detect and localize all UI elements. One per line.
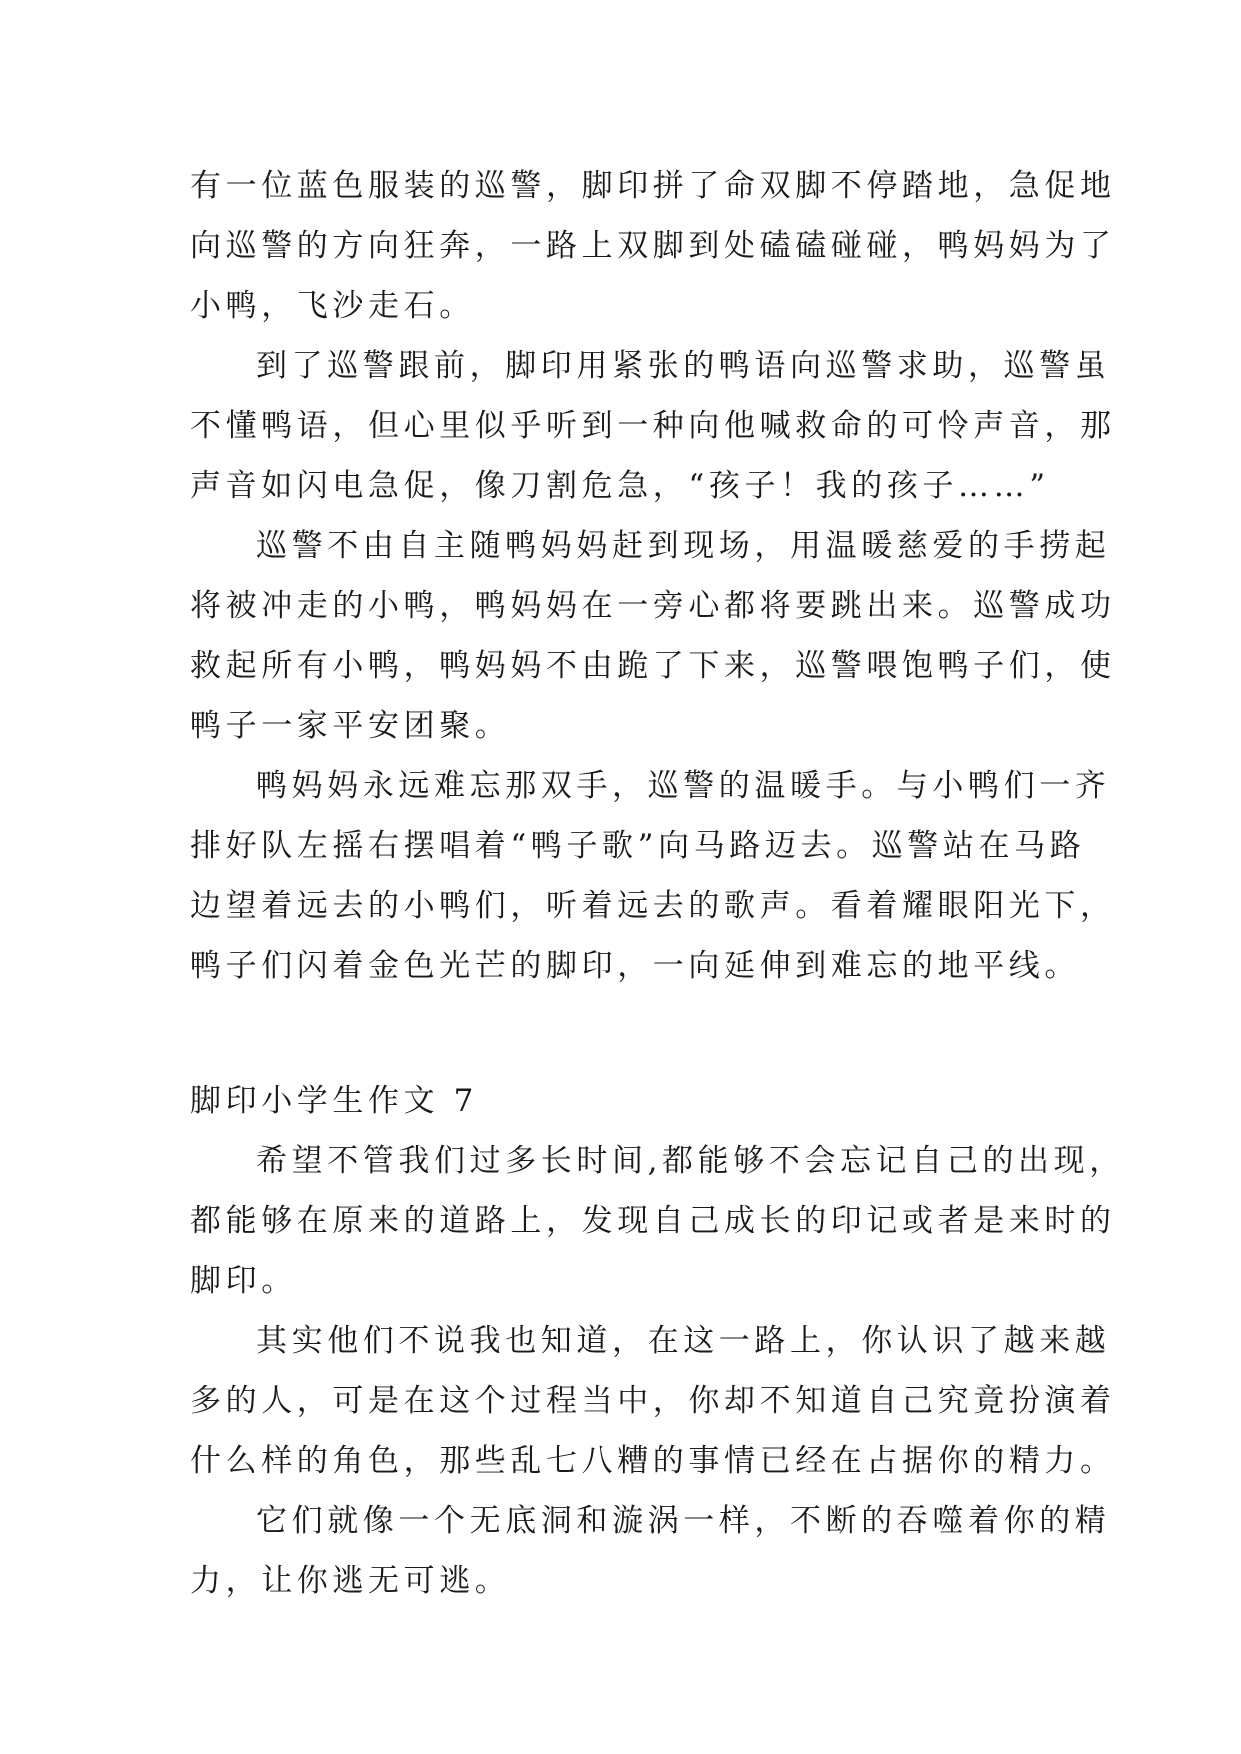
text-line: 都能够在原来的道路上，发现自己成长的印记或者是来时的 [190,1203,1116,1239]
paragraph [190,1131,1125,1311]
text-line: 鸭子一家平安团聚。 [190,708,511,744]
text-line: 不懂鸭语，但心里似乎听到一种向他喊救命的可怜声音，那 [190,408,1116,444]
text-line: 多的人，可是在这个过程当中，你却不知道自己究竟扮演着 [190,1383,1116,1419]
paragraph [190,1311,1116,1491]
paragraph [190,1491,1111,1611]
paragraph [190,156,1116,336]
text-line: 将被冲走的小鸭，鸭妈妈在一旁心都将要跳出来。巡警成功 [190,588,1116,624]
section-title: 脚印小学生作文 7 [190,1083,478,1119]
text-line: 脚印。 [190,1263,297,1299]
text-line: 它们就像一个无底洞和漩涡一样，不断的吞噬着你的精 [256,1503,1111,1539]
text-line: 什么样的角色，那些乱七八糟的事情已经在占据你的精力。 [190,1443,1116,1479]
text-line: 鸭子们闪着金色光芒的脚印，一向延伸到难忘的地平线。 [190,948,1080,984]
section-title-block [190,1071,1050,1131]
text-line: 鸭妈妈永远难忘那双手，巡警的温暖手。与小鸭们一齐 [256,768,1111,804]
text-line: 力，让你逃无可逃。 [190,1563,511,1599]
text-line: 边望着远去的小鸭们，听着远去的歌声。看着耀眼阳光下， [190,888,1116,924]
text-line: 到了巡警跟前，脚印用紧张的鸭语向巡警求助，巡警虽 [256,348,1111,384]
text-line: 向巡警的方向狂奔，一路上双脚到处磕磕碰碰，鸭妈妈为了 [190,228,1116,264]
text-line: 巡警不由自主随鸭妈妈赶到现场，用温暖慈爱的手捞起 [256,528,1111,564]
document-page [190,0,1125,1754]
text-line: 排好队左摇右摆唱着“鸭子歌”向马路迈去。巡警站在马路 [190,828,1086,864]
text-line: 救起所有小鸭，鸭妈妈不由跪了下来，巡警喂饱鸭子们，使 [190,648,1116,684]
text-line: 其实他们不说我也知道，在这一路上，你认识了越来越 [256,1323,1111,1359]
text-line: 声音如闪电急促，像刀割危急，“孩子！我的孩子……” [190,468,1050,504]
text-line: 小鸭，飞沙走石。 [190,288,475,324]
text-line: 有一位蓝色服装的巡警，脚印拼了命双脚不停踏地，急促地 [190,168,1116,204]
paragraph [190,336,1116,516]
paragraph [190,516,1116,756]
paragraph [190,756,1116,996]
text-line: 希望不管我们过多长时间,都能够不会忘记自己的出现， [256,1143,1125,1179]
